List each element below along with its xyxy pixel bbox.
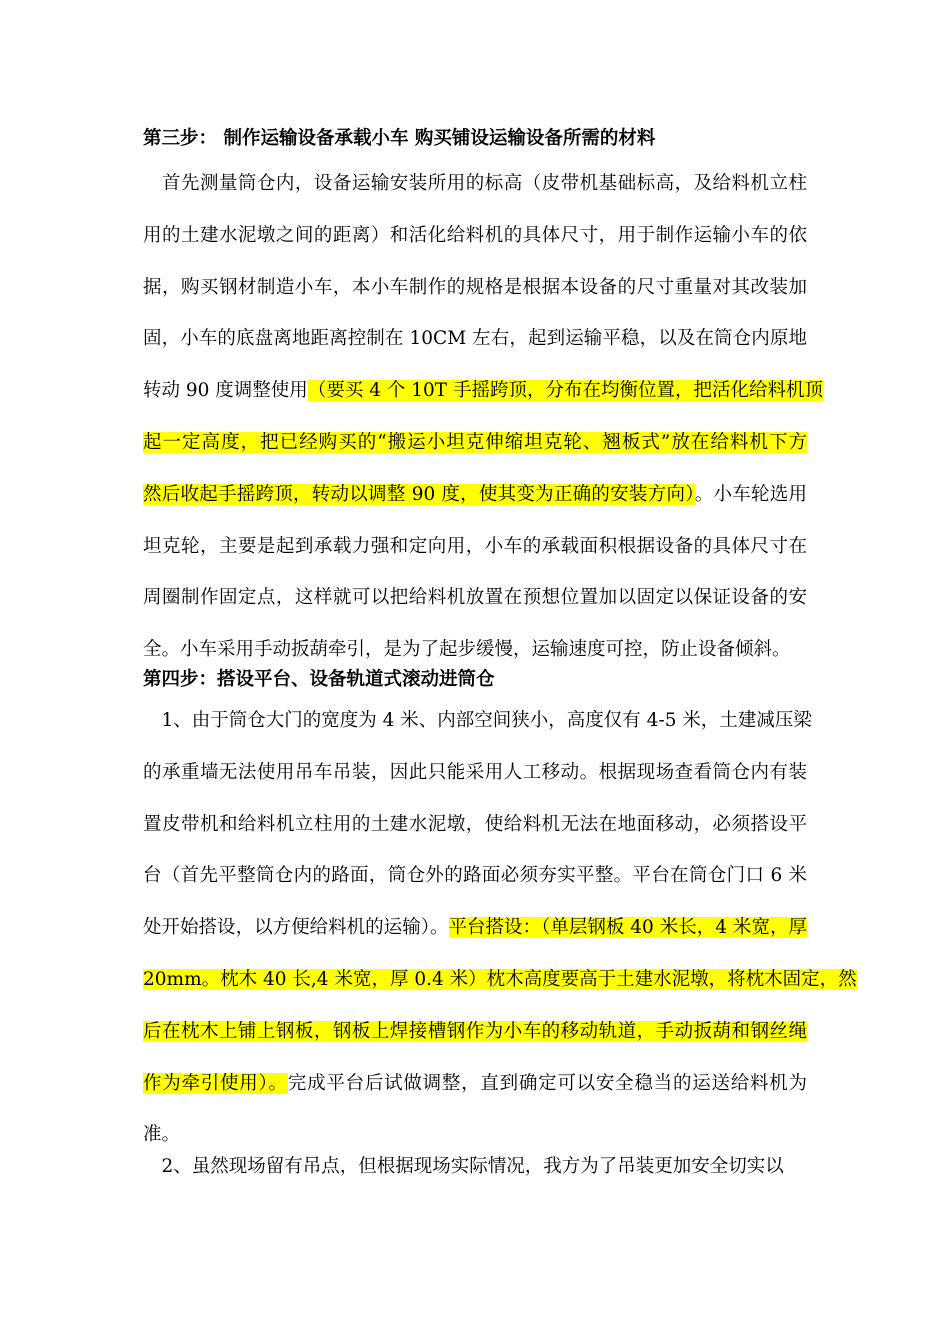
highlighted-text: （要买 4 个 10T 手摇跨顶，分布在均衡位置，把活化给料机顶 <box>307 380 823 402</box>
paragraph-line <box>143 272 807 304</box>
line-text: 完成平台后试做调整，直到确定可以安全稳当的运送给料机为 <box>287 1072 807 1094</box>
line-text: 置皮带机和给料机立柱用的土建水泥墩，使给料机无法在地面移动，必须搭设平 <box>143 813 807 835</box>
paragraph-line <box>143 964 857 996</box>
highlighted-text: 然后收起手摇跨顶，转动以调整 90 度，使其变为正确的安装方向） <box>143 483 695 505</box>
paragraph-line <box>143 705 812 737</box>
highlighted-text: 作为牵引使用）。 <box>143 1072 288 1094</box>
line-text: 据，购买钢材制造小车，本小车制作的规格是根据本设备的尺寸重量对其改装加 <box>143 276 807 298</box>
paragraph-line <box>143 375 823 407</box>
line-text: 坦克轮，主要是起到承载力强和定向用，小车的承载面积根据设备的具体尺寸在 <box>143 535 807 557</box>
line-text: 周圈制作固定点，这样就可以把给料机放置在预想位置加以固定以保证设备的安 <box>143 587 807 609</box>
paragraph-line <box>143 1016 807 1048</box>
paragraph-line <box>143 323 807 355</box>
highlighted-text: 平台搭设：（单层钢板 40 米长，4 米宽，厚 <box>448 917 807 939</box>
paragraph-line <box>143 531 807 563</box>
paragraph-line <box>143 757 807 789</box>
paragraph-line <box>143 1068 807 1100</box>
line-text: 全。小车采用手动扳葫牵引，是为了起步缓慢，运输速度可控，防止设备倾斜。 <box>143 639 791 661</box>
line-text: 。小车轮选用 <box>694 483 807 505</box>
line-text: 台（首先平整筒仓内的路面，筒仓外的路面必须夯实平整。平台在筒仓门口 6 米 <box>143 865 807 887</box>
step4-item2-line: 2、虽然现场留有吊点，但根据现场实际情况，我方为了吊装更加安全切实以 <box>143 1156 784 1177</box>
paragraph-line <box>143 479 807 511</box>
paragraph-line <box>143 220 807 252</box>
paragraph-line <box>143 912 807 944</box>
paragraph-line <box>143 634 807 666</box>
line-text: 用的土建水泥墩之间的距离）和活化给料机的具体尺寸，用于制作运输小车的依 <box>143 224 807 246</box>
line-text: 处开始搭设，以方便给料机的运输）。 <box>143 917 449 939</box>
paragraph-line <box>143 427 807 459</box>
step4-heading: 第四步：搭设平台、设备轨道式滚动进筒仓 <box>143 669 495 690</box>
line-text: 首先测量筒仓内，设备运输安装所用的标高（皮带机基础标高，及给料机立柱 <box>143 173 807 194</box>
line-text: 转动 90 度调整使用 <box>143 380 308 402</box>
paragraph-line <box>143 1119 807 1151</box>
paragraph-line <box>143 168 807 200</box>
highlighted-text: 起一定高度，把已经购买的“搬运小坦克伸缩坦克轮、翘板式”放在给料机下方 <box>143 432 807 453</box>
line-text: 1、由于筒仓大门的宽度为 4 米、内部空间狭小，高度仅有 4-5 米，土建减压梁 <box>143 710 812 731</box>
paragraph-line <box>143 582 807 614</box>
paragraph-line <box>143 809 807 841</box>
line-text: 准。 <box>143 1124 181 1146</box>
highlighted-text: 20mm。枕木 40 长,4 米宽，厚 0.4 米）枕木高度要高于土建水泥墩，将枕木固定，然 <box>143 969 857 990</box>
paragraph-line <box>143 860 807 892</box>
highlighted-text: 后在枕木上铺上钢板，钢板上焊接槽钢作为小车的移动轨道，手动扳葫和钢丝绳 <box>143 1020 807 1042</box>
line-text: 的承重墙无法使用吊车吊装，因此只能采用人工移动。根据现场查看筒仓内有装 <box>143 761 807 783</box>
line-text: 固，小车的底盘离地距离控制在 10CM 左右，起到运输平稳，以及在筒仓内原地 <box>143 328 807 350</box>
step3-heading: 第三步： 制作运输设备承载小车 购买铺设运输设备所需的材料 <box>143 128 656 149</box>
